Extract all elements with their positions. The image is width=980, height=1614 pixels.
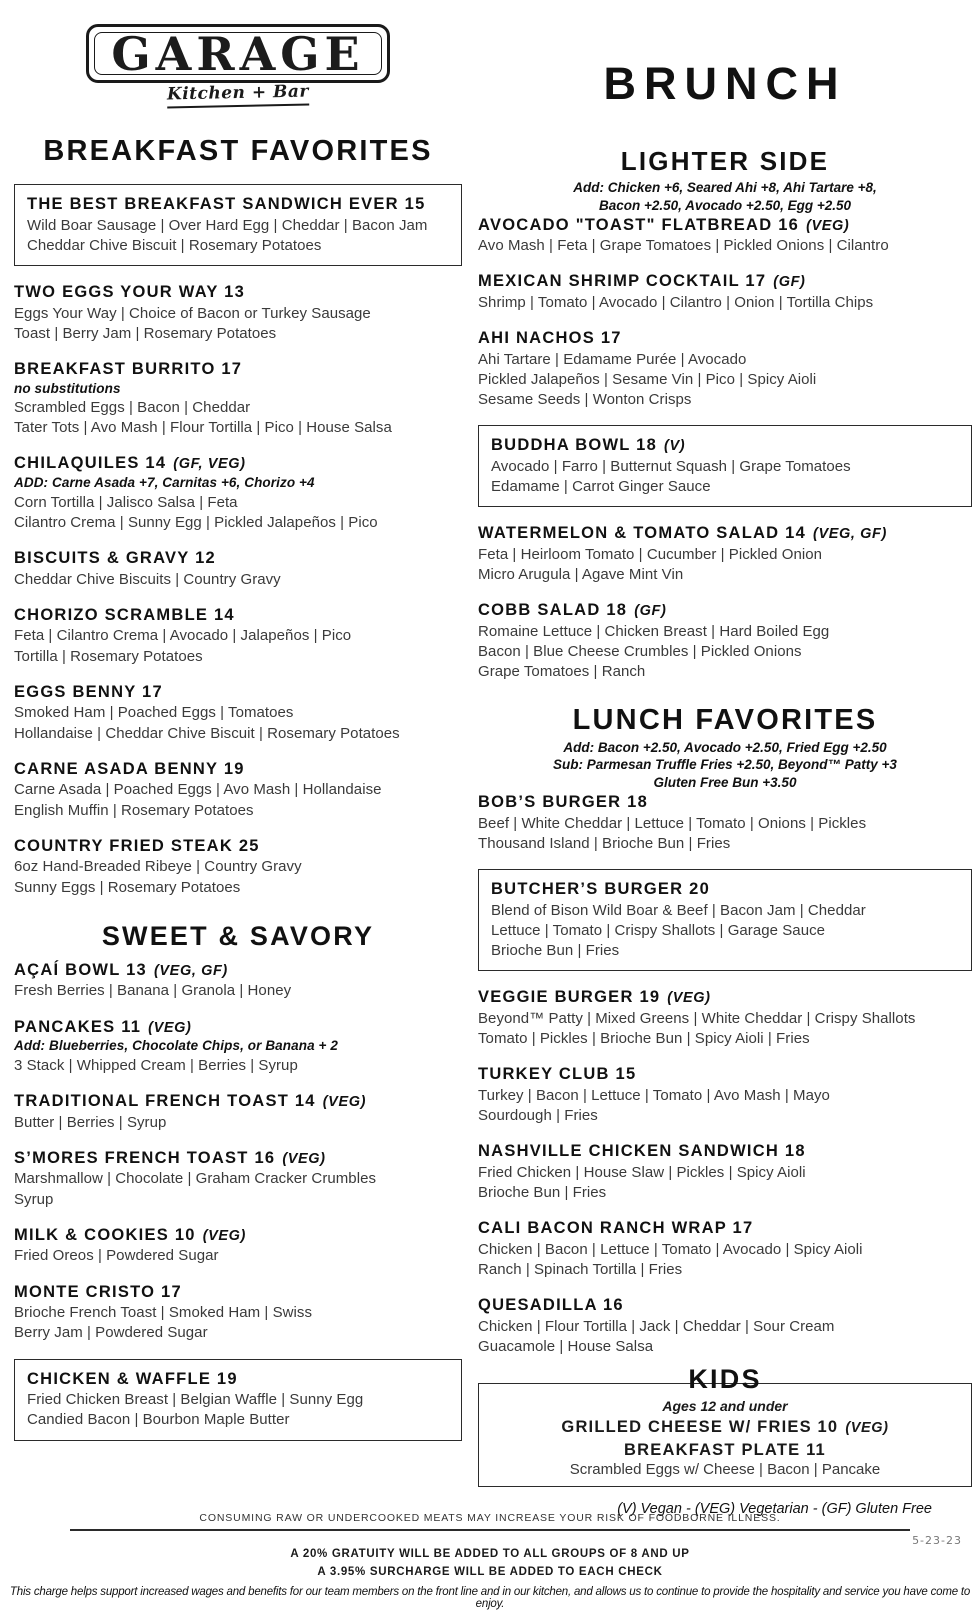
kids-menu-item-description: Scrambled Eggs w/ Cheese | Bacon | Pancake <box>569 1461 881 1479</box>
menu-item-body <box>27 194 451 255</box>
menu-item-name: COBB SALAD 18 (GF) <box>478 601 667 620</box>
menu-item-description-line: Fried Oreos | Powdered Sugar <box>14 1247 219 1265</box>
menu-item-description-line: Fresh Berries | Banana | Granola | Honey <box>14 982 292 1000</box>
section-title-breakfast-favorites: BREAKFAST FAVORITES <box>43 134 433 167</box>
kids-items-list <box>489 1418 961 1478</box>
menu-item-name: CHILAQUILES 14 (GF, VEG) <box>14 454 246 473</box>
lighter-side-list <box>478 215 972 682</box>
menu-item-description-line: Toast | Berry Jam | Rosemary Potatoes <box>14 324 277 342</box>
menu-item-description-line: Scrambled Eggs | Bacon | Cheddar <box>14 399 251 417</box>
menu-item <box>14 960 462 1001</box>
section-addon-line: Add: Chicken +6, Seared Ahi +8, Ahi Tartare +8, <box>573 180 877 195</box>
menu-item-description-line: Turkey | Bacon | Lettuce | Tomato | Avo Mash | Mayo <box>478 1086 830 1104</box>
menu-item-description-line: Romaine Lettuce | Chicken Breast | Hard Boiled Egg <box>478 623 830 641</box>
menu-item-body <box>478 792 972 853</box>
menu-item-name: COUNTRY FRIED STEAK 25 <box>14 836 260 855</box>
menu-item-name: CARNE ASADA BENNY 19 <box>14 759 245 778</box>
menu-item-name: AÇAÍ BOWL 13 (VEG, GF) <box>14 960 228 979</box>
logo-tagline-wrap <box>86 81 389 107</box>
menu-item-description-line: Cheddar Chive Biscuits | Country Gravy <box>14 570 281 588</box>
menu-item-name: TURKEY CLUB 15 <box>478 1065 637 1084</box>
menu-item <box>478 1141 972 1202</box>
menu-item-description-line: Chicken | Bacon | Lettuce | Tomato | Avocado | Spicy Aioli <box>478 1240 863 1258</box>
menu-item <box>14 548 462 589</box>
menu-item-description-line: Berry Jam | Powdered Sugar <box>14 1324 208 1342</box>
menu-item-description-line: Sesame Seeds | Wonton Crisps <box>478 391 692 409</box>
menu-item-description-line: Syrup <box>14 1190 54 1208</box>
menu-item-description-line: Chicken | Flour Tortilla | Jack | Cheddar | Sour Cream <box>478 1317 835 1335</box>
menu-item-description-line: Grape Tomatoes | Ranch <box>478 663 646 681</box>
section-title-kids: KIDS <box>688 1364 762 1395</box>
menu-item-description-line: Corn Tortilla | Jalisco Salsa | Feta <box>14 493 238 511</box>
menu-item-name: AHI NACHOS 17 <box>478 329 622 348</box>
menu-item-dietary-tag: (VEG) <box>282 1150 326 1167</box>
menu-item-description-line: Tomato | Pickles | Brioche Bun | Spicy Aioli | Fries <box>478 1030 810 1048</box>
menu-item-body <box>478 987 972 1048</box>
menu-item-body <box>478 328 972 409</box>
menu-item-dietary-tag: (VEG) <box>322 1093 367 1110</box>
menu-item-description-line: Fried Chicken | House Slaw | Pickles | Spicy Aioli <box>478 1163 806 1181</box>
menu-item-body <box>478 523 972 584</box>
menu-item-description-line: Ahi Tartare | Edamame Purée | Avocado <box>478 350 747 368</box>
menu-item <box>478 523 972 584</box>
menu-item-description-line: Blend of Bison Wild Boar & Beef | Bacon Jam | Cheddar <box>491 901 866 919</box>
menu-item-description-line: Guacamole | House Salsa <box>478 1338 654 1356</box>
menu-item <box>14 1017 462 1075</box>
kids-menu-item-name: GRILLED CHEESE W/ FRIES 10 (VEG) <box>561 1418 889 1437</box>
menu-item <box>478 1218 972 1279</box>
menu-item-description-line: Marshmallow | Chocolate | Graham Cracker Crumbles <box>14 1170 377 1188</box>
menu-item-description-line: Feta | Cilantro Crema | Avocado | Jalapeños | Pico <box>14 627 352 645</box>
page-footer <box>0 1512 980 1610</box>
menu-item-body <box>478 271 972 312</box>
menu-item-description-line: Avocado | Farro | Butternut Squash | Grape Tomatoes <box>491 458 851 476</box>
surcharge-explanation: This charge helps support increased wages and benefits for our team members on the front line and in our kitchen, and allows us to continue to provide the hospitality and service you have come to enjoy. <box>9 1586 971 1610</box>
dietary-legend: (V) Vegan - (VEG) Vegetarian - (GF) Gluten Free <box>617 1501 932 1518</box>
breakfast-favorites-list <box>14 184 462 897</box>
menu-item <box>14 759 462 820</box>
menu-item-description-line: Brioche Bun | Fries <box>491 942 620 960</box>
menu-item-description-line: Cheddar Chive Biscuit | Rosemary Potatoes <box>27 236 322 254</box>
menu-item-description-line: Eggs Your Way | Choice of Bacon or Turkey Sausage <box>14 304 371 322</box>
menu-item-body <box>14 1148 462 1209</box>
menu-item-description-line: 6oz Hand-Breaded Ribeye | Country Gravy <box>14 858 302 876</box>
menu-item-description-line: Butter | Berries | Syrup <box>14 1113 167 1131</box>
menu-item-description-line: Micro Arugula | Agave Mint Vin <box>478 566 684 584</box>
menu-item-description-line: Cilantro Crema | Sunny Egg | Pickled Jalapeños | Pico <box>14 513 378 531</box>
menu-item-body <box>14 960 462 1001</box>
sweet-savory-list <box>14 960 462 1441</box>
menu-item-dietary-tag: (VEG, GF) <box>813 526 887 543</box>
menu-item-subnote: ADD: Carne Asada +7, Carnitas +6, Chorizo +4 <box>14 475 315 491</box>
menu-item-dietary-tag: (VEG) <box>148 1019 192 1036</box>
menu-item-description-line: Hollandaise | Cheddar Chive Biscuit | Rosemary Potatoes <box>14 724 400 742</box>
menu-item-description-line: Shrimp | Tomato | Avocado | Cilantro | Onion | Tortilla Chips <box>478 294 874 312</box>
menu-item-name: BUDDHA BOWL 18 (V) <box>491 436 686 455</box>
lunch-favorites-list <box>478 792 972 1356</box>
menu-item-description-line: Sunny Eggs | Rosemary Potatoes <box>14 878 241 896</box>
section-title-sweet-savory: SWEET & SAVORY <box>101 920 375 951</box>
menu-item <box>14 184 462 266</box>
surcharge-policy: A 3.95% SURCHARGE WILL BE ADDED TO EACH CHECK <box>317 1566 663 1578</box>
menu-item <box>14 1148 462 1209</box>
menu-item-description-line: Smoked Ham | Poached Eggs | Tomatoes <box>14 704 294 722</box>
menu-item-name: BISCUITS & GRAVY 12 <box>14 549 216 567</box>
menu-date-stamp: 5-23-23 <box>912 1534 962 1547</box>
menu-item-body <box>14 282 462 343</box>
menu-item <box>14 1091 462 1132</box>
menu-item-dietary-tag: (GF, VEG) <box>173 456 246 473</box>
menu-item-name: CALI BACON RANCH WRAP 17 <box>478 1219 754 1238</box>
menu-item <box>478 425 972 507</box>
menu-item-dietary-tag: (VEG) <box>667 990 711 1007</box>
right-column <box>470 0 980 1517</box>
menu-item <box>478 271 972 312</box>
menu-item-body <box>14 759 462 820</box>
lunch-favorites-addons <box>478 739 972 792</box>
menu-item <box>14 836 462 897</box>
menu-item-description-line: 3 Stack | Whipped Cream | Berries | Syrup <box>14 1056 298 1074</box>
menu-item-body <box>14 359 462 438</box>
menu-item-body <box>478 1295 972 1356</box>
menu-item-description-line: Candied Bacon | Bourbon Maple Butter <box>27 1411 290 1429</box>
menu-item-body <box>478 1064 972 1125</box>
left-column <box>0 0 470 1517</box>
menu-item-dietary-tag: (VEG) <box>806 217 850 234</box>
menu-item-name: THE BEST BREAKFAST SANDWICH EVER 15 <box>27 194 426 213</box>
menu-item-name: PANCAKES 11 (VEG) <box>14 1017 192 1036</box>
menu-item-name: MONTE CRISTO 17 <box>14 1282 182 1301</box>
menu-item <box>478 328 972 409</box>
menu-item-body <box>14 453 462 532</box>
menu-item-body <box>14 1017 462 1075</box>
menu-item-body <box>14 1282 462 1343</box>
menu-item-name: BUTCHER’S BURGER 20 <box>491 880 711 899</box>
menu-item-body <box>14 605 462 666</box>
menu-item <box>14 605 462 666</box>
section-addon-line: Bacon +2.50, Avocado +2.50, Egg +2.50 <box>599 197 851 213</box>
menu-item-dietary-tag: (V) <box>664 438 686 455</box>
menu-item-body <box>14 682 462 743</box>
menu-item-description-line: Feta | Heirloom Tomato | Cucumber | Pickled Onion <box>478 546 822 564</box>
menu-item-description-line: Beyond™ Patty | Mixed Greens | White Cheddar | Crispy Shallots <box>478 1009 916 1027</box>
section-addon-line: Sub: Parmesan Truffle Fries +2.50, Beyond™ Patty +3 <box>553 757 897 773</box>
logo-frame <box>86 24 389 83</box>
menu-item-name: CHORIZO SCRAMBLE 14 <box>14 605 235 624</box>
menu-item <box>478 987 972 1048</box>
kids-age-note: Ages 12 and under <box>662 1398 788 1415</box>
footer-divider <box>70 1529 910 1531</box>
menu-item-name: VEGGIE BURGER 19 (VEG) <box>478 988 711 1007</box>
menu-item <box>14 359 462 438</box>
menu-item <box>478 215 972 256</box>
menu-item-name: TRADITIONAL FRENCH TOAST 14 (VEG) <box>14 1091 367 1110</box>
menu-item-body <box>478 1218 972 1279</box>
menu-item <box>14 1359 462 1441</box>
page-title-brunch: BRUNCH <box>603 58 847 109</box>
menu-item <box>14 282 462 343</box>
menu-item-description-line: Brioche Bun | Fries <box>478 1184 607 1202</box>
menu-item-name: S’MORES FRENCH TOAST 16 (VEG) <box>14 1148 326 1167</box>
menu-item-name: EGGS BENNY 17 <box>14 682 163 701</box>
gratuity-policy: A 20% GRATUITY WILL BE ADDED TO ALL GROUPS OF 8 AND UP <box>290 1548 690 1560</box>
menu-item-description-line: Brioche French Toast | Smoked Ham | Swiss <box>14 1304 313 1322</box>
menu-item-body <box>27 1369 451 1430</box>
menu-item-dietary-tag: (GF) <box>773 274 806 291</box>
menu-item-body <box>491 435 961 496</box>
menu-item-body <box>491 879 961 960</box>
menu-item-description-line: English Muffin | Rosemary Potatoes <box>14 801 254 819</box>
menu-item <box>14 1225 462 1266</box>
logo-name: GARAGE <box>111 27 365 81</box>
menu-item-subnote: Add: Blueberries, Chocolate Chips, or Banana + 2 <box>14 1038 338 1054</box>
section-title-lighter-side: LIGHTER SIDE <box>620 146 830 176</box>
menu-item-body <box>14 1091 462 1132</box>
menu-item-description-line: Thousand Island | Brioche Bun | Fries <box>478 834 731 852</box>
menu-item-description-line: Sourdough | Fries <box>478 1107 598 1125</box>
menu-item-name: AVOCADO "TOAST" FLATBREAD 16 (VEG) <box>478 215 850 234</box>
menu-item-description-line: Tortilla | Rosemary Potatoes <box>14 647 203 665</box>
section-addon-line: Add: Bacon +2.50, Avocado +2.50, Fried Egg +2.50 <box>563 739 887 755</box>
menu-item-body <box>14 548 462 589</box>
menu-item-name: BREAKFAST BURRITO 17 <box>14 359 243 378</box>
menu-item-name: MILK & COOKIES 10 (VEG) <box>14 1225 246 1244</box>
menu-item-subnote: no substitutions <box>14 380 121 396</box>
menu-item-description-line: Beef | White Cheddar | Lettuce | Tomato | Onions | Pickles <box>478 814 867 832</box>
menu-item-description-line: Carne Asada | Poached Eggs | Avo Mash | Hollandaise <box>14 781 382 799</box>
menu-item <box>14 453 462 532</box>
menu-item-name: NASHVILLE CHICKEN SANDWICH 18 <box>478 1142 806 1161</box>
menu-item <box>478 1064 972 1125</box>
section-title-lunch-favorites: LUNCH FAVORITES <box>572 703 878 736</box>
kids-menu-box <box>478 1383 972 1487</box>
menu-item-name: CHICKEN & WAFFLE 19 <box>27 1369 238 1388</box>
menu-item <box>478 1295 972 1356</box>
menu-item-dietary-tag: (VEG, GF) <box>153 962 228 979</box>
kids-menu-item-name: BREAKFAST PLATE 11 <box>624 1441 826 1460</box>
menu-item-body <box>478 215 972 256</box>
menu-item-name: MEXICAN SHRIMP COCKTAIL 17 (GF) <box>478 272 806 291</box>
menu-item-description-line: Avo Mash | Feta | Grape Tomatoes | Pickled Onions | Cilantro <box>478 237 889 255</box>
menu-item-description-line: Tater Tots | Avo Mash | Flour Tortilla | Pico | House Salsa <box>14 419 392 437</box>
menu-item-description-line: Pickled Jalapeños | Sesame Vin | Pico | Spicy Aioli <box>478 371 817 389</box>
section-addon-line: Gluten Free Bun +3.50 <box>653 775 797 791</box>
menu-item <box>478 792 972 853</box>
menu-item-body <box>478 600 972 681</box>
menu-item-body <box>14 1225 462 1266</box>
logo-tagline: Kitchen + Bar <box>167 81 309 108</box>
menu-item <box>14 682 462 743</box>
menu-item-description-line: Ranch | Spinach Tortilla | Fries <box>478 1261 683 1279</box>
menu-item-dietary-tag: (GF) <box>634 603 667 620</box>
menu-item-body <box>478 1141 972 1202</box>
menu-item-description-line: Wild Boar Sausage | Over Hard Egg | Cheddar | Bacon Jam <box>27 216 428 234</box>
menu-item-body <box>14 836 462 897</box>
menu-item-description-line: Bacon | Blue Cheese Crumbles | Pickled Onions <box>478 643 802 661</box>
kids-menu-item-dietary-tag: (VEG) <box>845 1420 889 1437</box>
raw-food-warning: CONSUMING RAW OR UNDERCOOKED MEATS MAY INCREASE YOUR RISK OF FOODBORNE ILLNESS. <box>199 1512 781 1524</box>
menu-item <box>14 1282 462 1343</box>
menu-item-description-line: Fried Chicken Breast | Belgian Waffle | Sunny Egg <box>27 1391 364 1409</box>
menu-item <box>478 600 972 681</box>
menu-item-name: QUESADILLA 16 <box>478 1296 624 1315</box>
menu-item-description-line: Lettuce | Tomato | Crispy Shallots | Garage Sauce <box>491 921 826 939</box>
menu-item-dietary-tag: (VEG) <box>202 1227 246 1244</box>
lighter-side-addons <box>478 179 972 215</box>
menu-item-name: TWO EGGS YOUR WAY 13 <box>14 282 246 301</box>
menu-item-name: WATERMELON & TOMATO SALAD 14 (VEG, GF) <box>478 524 887 543</box>
menu-item-description-line: Edamame | Carrot Ginger Sauce <box>491 478 711 496</box>
menu-item <box>478 869 972 971</box>
brand-logo <box>14 0 462 107</box>
menu-item-name: BOB’S BURGER 18 <box>478 793 649 812</box>
